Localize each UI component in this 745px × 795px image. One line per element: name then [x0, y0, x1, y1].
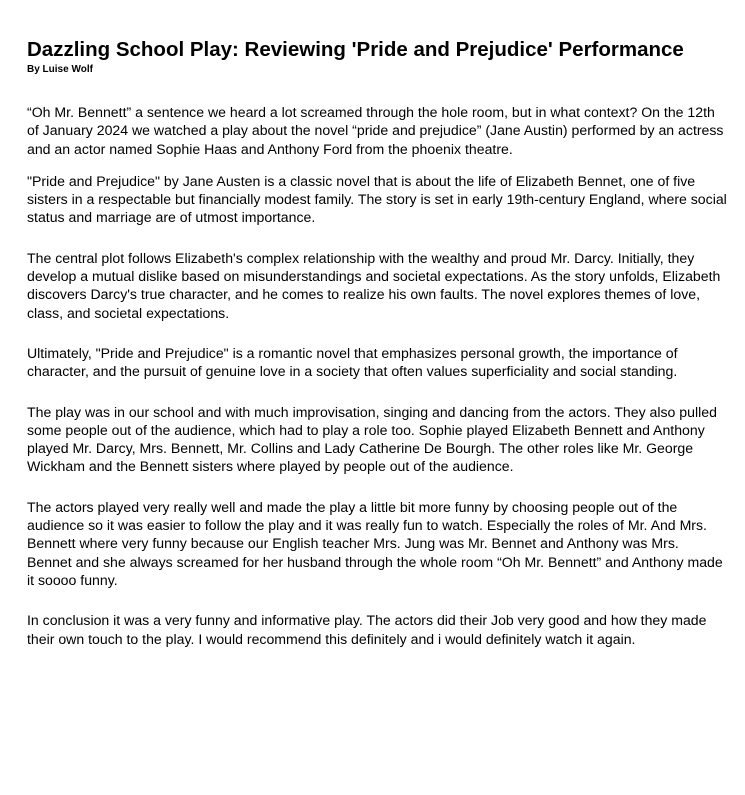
document-page [27, 38, 727, 648]
paragraph-actors: The actors played very really well and made the play a little bit more funny by choosing people out of the audience so it was easier to follow the play and it was really fun to watch. Especially the roles of Mr. And Mrs. Bennett where very funny because our English teacher Mrs. Jung was Mr. Bennet and Anthony was Mrs. Bennet and she always screamed for her husband through the whole room “Oh Mr. Bennett” and Anthony made it soooo funny. [27, 498, 723, 588]
paragraph-intro: “Oh Mr. Bennett” a sentence we heard a lot screamed through the hole room, but in what context? On the 12th of January 2024 we watched a play about the novel “pride and prejudice” (Jane Austin) performed by an actress and an actor named Sophie Haas and Anthony Ford from the phoenix theatre. [27, 104, 724, 157]
paragraph-conclusion: In conclusion it was a very funny and informative play. The actors did their Job very good and how they made their own touch to the play. I would recommend this definitely and i would definitely watch it again. [27, 612, 707, 647]
paragraph-novel-summary: "Pride and Prejudice" by Jane Austen is a classic novel that is about the life of Elizabeth Bennet, one of five sisters in a respectable but financially modest family. The story is set in early 19th-century England, where social status and marriage are of utmost importance. [27, 172, 727, 226]
paragraph-central-plot: The central plot follows Elizabeth's complex relationship with the wealthy and proud Mr. Darcy. Initially, they develop a mutual dislike based on misunderstandings and societal expectations. As the story unfolds, Elizabeth discovers Darcy's true character, and he comes to realize his own faults. The novel explores themes of love, class, and societal expectations. [27, 249, 721, 321]
article-byline: By Luise Wolf [27, 64, 93, 75]
paragraph-themes: Ultimately, "Pride and Prejudice" is a romantic novel that emphasizes personal growth, the importance of character, and the pursuit of genuine love in a society that often values superficiality and social standing. [27, 344, 678, 380]
article-title: Dazzling School Play: Reviewing 'Pride and Prejudice' Performance [27, 38, 684, 61]
paragraph-the-play: The play was in our school and with much improvisation, singing and dancing from the actors. They also pulled some people out of the audience, which had to play a role too. Sophie played Elizabeth Bennett and Anthony played Mr. Darcy, Mrs. Bennett, Mr. Collins and Lady Catherine De Bourgh. The other roles like Mr. George Wickham and the Bennett sisters where played by people out of the audience. [27, 403, 717, 475]
